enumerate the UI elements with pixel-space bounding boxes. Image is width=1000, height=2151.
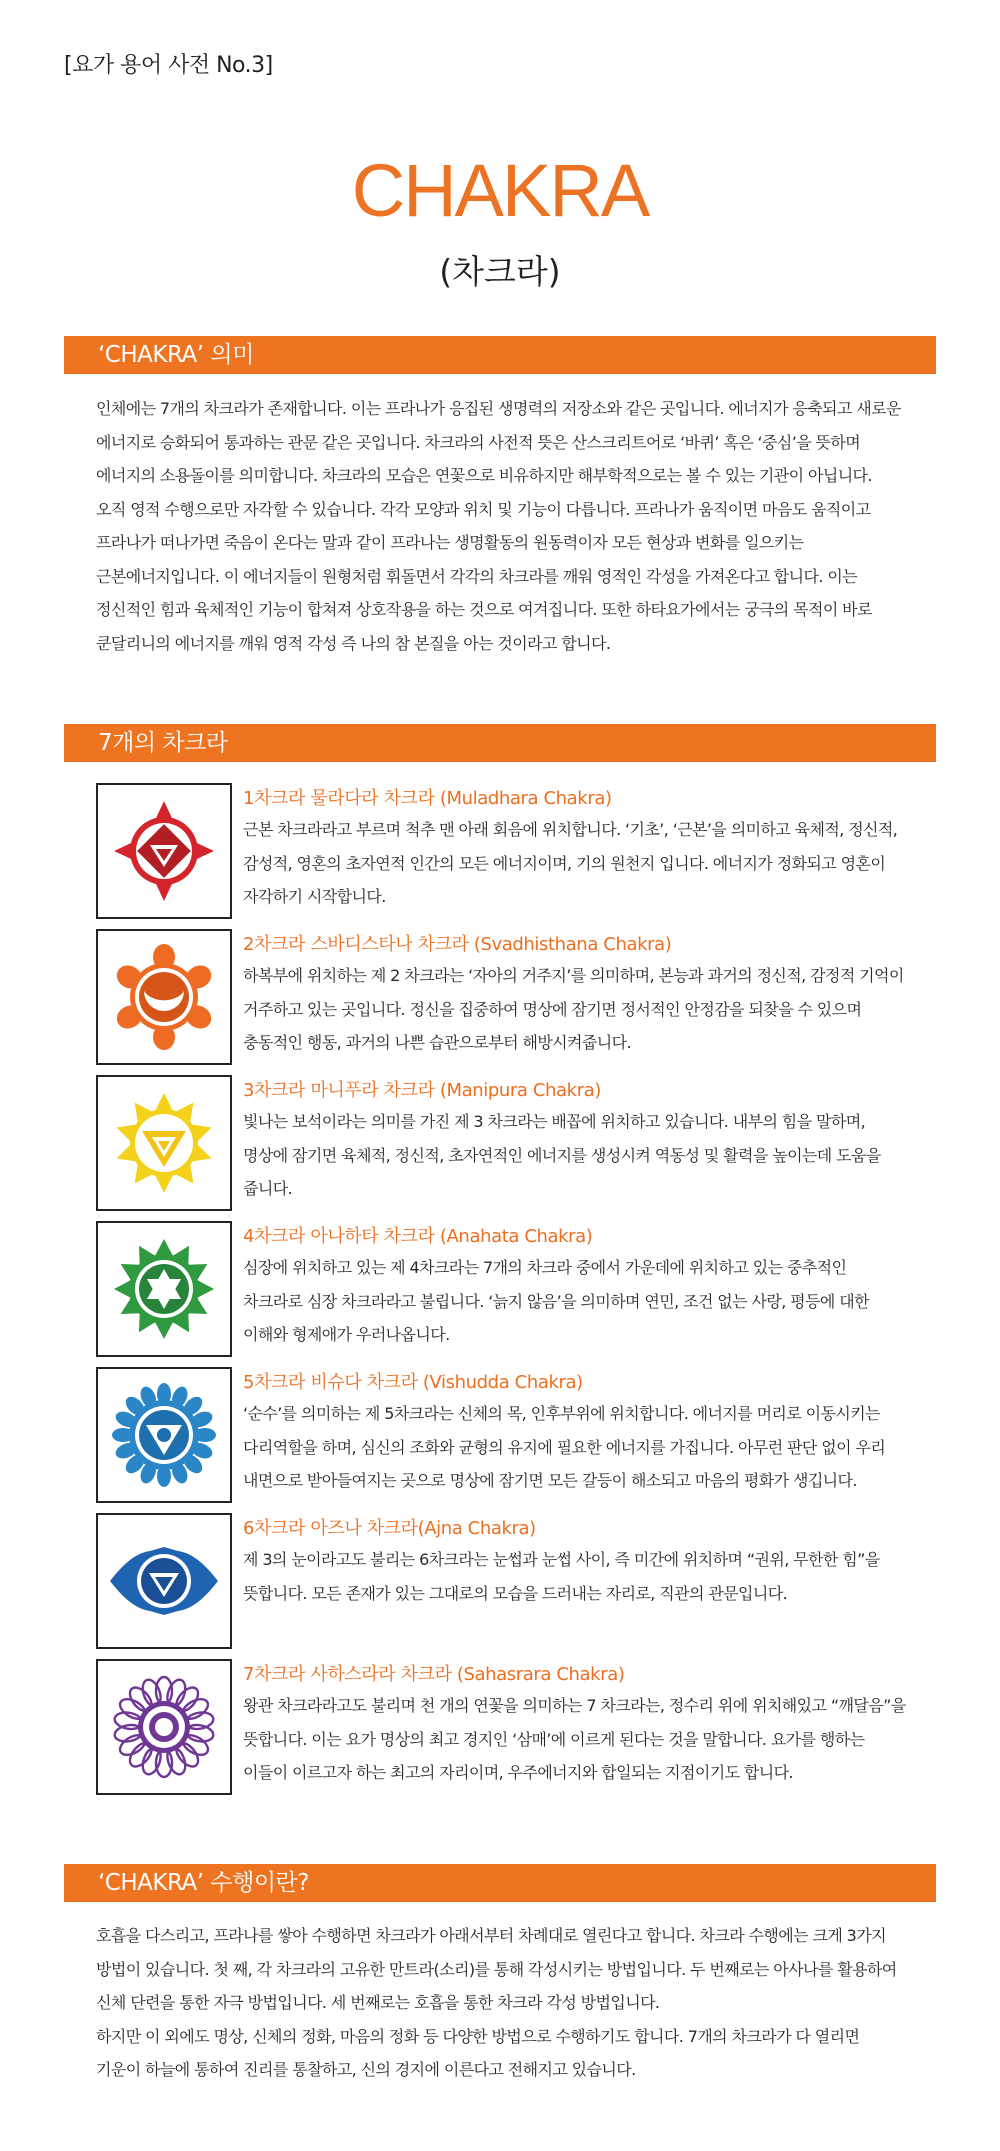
practice-paragraph — [96, 1919, 916, 2087]
chakra-title: 4차크라 아나하타 차크라 (Anahata Chakra) — [243, 1226, 593, 1247]
text-line: 인체에는 7개의 차크라가 존재합니다. 이는 프라나가 응집된 생명력의 저장소와 같은 곳입니다. 에너지가 응축되고 새로운 — [96, 399, 901, 418]
chakra-desc-line: 명상에 잠기면 육체적, 정신적, 초자연적인 에너지를 생성시켜 역동성 및 활력을 높이는데 도움을 — [243, 1145, 881, 1165]
text-line: 호흡을 다스리고, 프라나를 쌓아 수행하면 차크라가 아래서부터 차례대로 열린다고 합니다. 차크라 수행에는 크게 3가지 — [96, 1926, 886, 1945]
text-line: 근본에너지입니다. 이 에너지들이 원형처럼 휘돌면서 각각의 차크라를 깨워 영적인 각성을 가져온다고 합니다. 이는 — [96, 566, 858, 586]
chakra-desc-line: 뜻합니다. 이는 요가 명상의 최고 경지인 ‘삼매’에 이르게 된다는 것을 말합니다. 요가를 행하는 — [243, 1729, 865, 1749]
chakra-desc-line: 이해와 형제애가 우러나옵니다. — [243, 1325, 450, 1344]
chakra-item-vishuddha — [96, 1367, 936, 1505]
page-title: CHAKRA — [351, 149, 649, 232]
chakra-title: 6차크라 아즈나 차크라(Ajna Chakra) — [243, 1518, 536, 1539]
chakra-desc-line: 근본 차크라라고 부르며 척추 맨 아래 회음에 위치합니다. ‘기초’, ‘근본’을 의미하고 육체적, 정신적, — [243, 820, 898, 839]
chakra-desc-line: 심장에 위치하고 있는 제 4차크라는 7개의 차크라 중에서 가운데에 위치하고 있는 중추적인 — [243, 1258, 847, 1277]
chakra-desc-line: 내면으로 받아들여지는 곳으로 명상에 잠기면 모든 갈등이 해소되고 마음의 평화가 생깁니다. — [243, 1471, 857, 1490]
chakra-desc-line: 제 3의 눈이라고도 불리는 6차크라는 눈썹과 눈썹 사이, 즉 미간에 위치하며 “권위, 무한한 힘”을 — [243, 1550, 880, 1569]
muladhara-lotus-icon — [108, 795, 220, 907]
vishuddha-lotus-icon — [108, 1379, 220, 1491]
chakra-icon-box — [96, 1075, 232, 1211]
chakra-desc-line: 자각하기 시작합니다. — [243, 887, 386, 906]
chakra-icon-box — [96, 929, 232, 1065]
chakra-item-muladhara — [96, 783, 936, 921]
text-line: 에너지로 승화되어 통과하는 관문 같은 곳입니다. 차크라의 사전적 뜻은 산스크리트어로 ‘바퀴’ 혹은 ‘중심’을 뜻하며 — [96, 432, 861, 452]
chakra-title: 2차크라 스바디스타나 차크라 (Svadhisthana Chakra) — [243, 934, 672, 955]
sahasrara-lotus-icon — [108, 1671, 220, 1783]
page-subtitle: (차크라) — [439, 252, 561, 291]
chakra-desc-line: 이들이 이르고자 하는 최고의 자리이며, 우주에너지와 합일되는 지점이기도 합니다. — [243, 1763, 793, 1782]
section-heading-practice: ‘CHAKRA’ 수행이란? — [64, 1864, 936, 1902]
section-heading-meaning: ‘CHAKRA’ 의미 — [64, 336, 936, 374]
chakra-desc-line: 줍니다. — [243, 1179, 293, 1198]
chakra-desc-line: 거주하고 있는 곳입니다. 정신을 집중하여 명상에 잠기면 정서적인 안정감을 되찾을 수 있으며 — [243, 999, 862, 1019]
chakra-desc-line: 뜻합니다. 모든 존재가 있는 그대로의 모습을 드러내는 자리로, 직관의 관문입니다. — [243, 1583, 788, 1603]
chakra-item-svadhisthana — [96, 929, 936, 1067]
chakra-title: 7차크라 사하스라라 차크라 (Sahasrara Chakra) — [243, 1664, 625, 1685]
series-tag: [요가 용어 사전 No.3] — [64, 53, 273, 78]
text-line: 정신적인 힘과 육체적인 기능이 합쳐져 상호작용을 하는 것으로 여겨집니다. 또한 하타요가에서는 궁극의 목적이 바로 — [96, 600, 872, 619]
section-heading-seven-chakras: 7개의 차크라 — [64, 724, 936, 762]
chakra-icon-box — [96, 1513, 232, 1649]
chakra-item-manipura — [96, 1075, 936, 1213]
chakra-item-ajna — [96, 1513, 936, 1651]
chakra-icon-box — [96, 1659, 232, 1795]
chakra-desc-line: 충동적인 행동, 과거의 나쁜 습관으로부터 해방시켜줍니다. — [243, 1033, 631, 1052]
chakra-icon-box — [96, 783, 232, 919]
text-line: 하지만 이 외에도 명상, 신체의 정화, 마음의 정화 등 다양한 방법으로 수행하기도 합니다. 7개의 차크라가 다 열리면 — [96, 2026, 860, 2046]
chakra-icon-box — [96, 1367, 232, 1503]
anahata-lotus-icon — [108, 1233, 220, 1345]
ajna-eye-icon — [106, 1523, 222, 1639]
text-line: 프라나가 떠나가면 죽음이 온다는 말과 같이 프라나는 생명활동의 원동력이자 모든 현상과 변화를 일으키는 — [96, 533, 804, 552]
text-line: 쿤달리니의 에너지를 깨워 영적 각성 즉 나의 참 본질을 아는 것이라고 합니다. — [96, 633, 611, 653]
manipura-lotus-icon — [108, 1087, 220, 1199]
text-line: 기운이 하늘에 통하여 진리를 통찰하고, 신의 경지에 이른다고 전해지고 있습니다. — [96, 2060, 636, 2079]
chakra-desc-line: 빛나는 보석이라는 의미를 가진 제 3 차크라는 배꼽에 위치하고 있습니다. 내부의 힘을 말하며, — [243, 1112, 866, 1131]
chakra-title: 1차크라 물라다라 차크라 (Muladhara Chakra) — [243, 788, 612, 809]
chakra-desc-line: 하복부에 위치하는 제 2 차크라는 ‘자아의 거주지’를 의미하며, 본능과 과거의 정신적, 감정적 기억이 — [243, 966, 904, 985]
text-line: 신체 단련을 통한 자극 방법입니다. 세 번째로는 호흡을 통한 차크라 각성 방법입니다. — [96, 1993, 660, 2012]
chakra-desc-line: 왕관 차크라라고도 불리며 천 개의 연꽃을 의미하는 7 차크라는, 정수리 위에 위치해있고 “깨달음”을 — [243, 1696, 906, 1715]
chakra-title: 5차크라 비슈다 차크라 (Vishudda Chakra) — [243, 1372, 583, 1393]
chakra-item-anahata — [96, 1221, 936, 1359]
chakra-desc-line: 다리역할을 하며, 심신의 조화와 균형의 유지에 필요한 에너지를 가집니다. 아무런 판단 없이 우리 — [243, 1437, 886, 1457]
chakra-icon-box — [96, 1221, 232, 1357]
chakra-desc-line: ‘순수’를 의미하는 제 5차크라는 신체의 목, 인후부위에 위치합니다. 에너지를 머리로 이동시키는 — [243, 1404, 880, 1423]
chakra-title: 3차크라 마니푸라 차크라 (Manipura Chakra) — [243, 1080, 601, 1101]
text-line: 방법이 있습니다. 첫 째, 각 차크라의 고유한 만트라(소리)를 통해 각성시키는 방법입니다. 두 번째로는 아사나를 활용하여 — [96, 1959, 897, 1979]
text-line: 오직 영적 수행으로만 자각할 수 있습니다. 각각 모양과 위치 및 기능이 다릅니다. 프라나가 움직이면 마음도 움직이고 — [96, 499, 871, 519]
chakra-desc-line: 차크라로 심장 차크라라고 불립니다. ‘늙지 않음’을 의미하며 연민, 조건 없는 사랑, 평등에 대한 — [243, 1291, 869, 1311]
text-line: 에너지의 소용돌이를 의미합니다. 차크라의 모습은 연꽃으로 비유하지만 해부학적으로는 볼 수 있는 기관이 아닙니다. — [96, 466, 872, 485]
meaning-paragraph — [96, 392, 916, 660]
chakra-item-sahasrara — [96, 1659, 936, 1797]
chakra-desc-line: 감성적, 영혼의 초자연적 인간의 모든 에너지이며, 기의 원천지 입니다. 에너지가 정화되고 영혼이 — [243, 853, 886, 873]
svadhisthana-lotus-icon — [108, 941, 220, 1053]
